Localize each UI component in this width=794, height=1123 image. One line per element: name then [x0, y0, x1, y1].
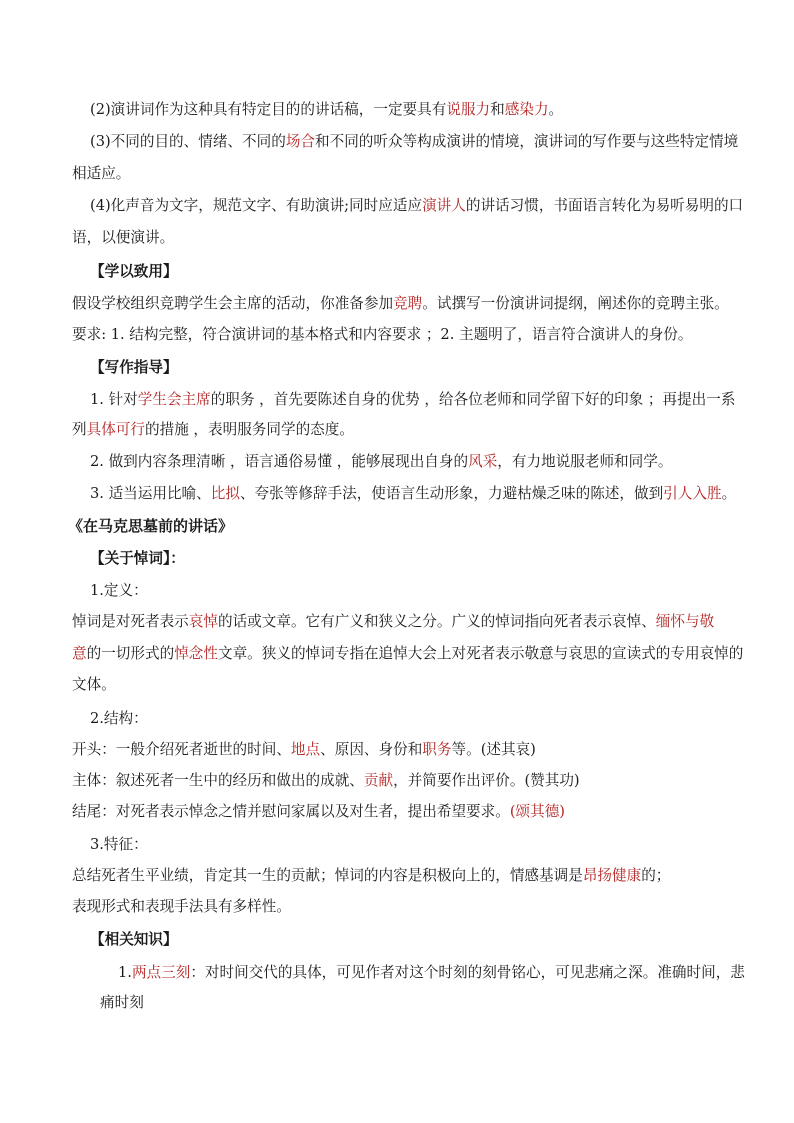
structure-label [90, 709, 148, 729]
highlight-text: 风采 [468, 453, 498, 470]
text: 列 [72, 421, 87, 438]
highlight-text: 意 [72, 645, 87, 662]
definition-text [72, 612, 714, 632]
text: 悼词是对死者表示 [72, 613, 189, 630]
paragraph-3-continued [72, 164, 130, 184]
text: 、原因、身份和 [320, 741, 423, 758]
text: 表现形式和表现手法具有多样性。 [72, 898, 291, 915]
text: 文章。狭义的悼词专指在追悼大会上对死者表示敬意与哀思的宣读式的专用哀悼的 [217, 645, 744, 662]
text: 的一切形式的 [86, 645, 175, 662]
requirement-text [72, 325, 692, 345]
paragraph-3-context [90, 132, 738, 152]
section-heading-writing-guide [90, 358, 178, 378]
text: 相适应。 [72, 165, 131, 182]
definition-text-end [72, 675, 116, 695]
text: 痛时刻 [100, 994, 144, 1011]
text: 2. 做到内容条理清晰 ，语言通俗易懂 ，能够展现出自身的 [90, 453, 469, 470]
heading-text: 【写作指导】 [90, 359, 178, 376]
text: 、夸张等修辞手法，使语言生动形象，力避枯燥乏味的陈述，做到 [239, 485, 664, 502]
text: 的话或文章。它有广义和狭义之分。广义的悼词指向死者表示哀悼、 [217, 613, 656, 630]
text: 文体。 [72, 676, 116, 693]
highlight-text: 悼念性 [174, 645, 218, 662]
text: ：对时间交代的具体，可见作者对这个时刻的刻骨铭心，可见悲痛之深。准确时间，悲 [190, 964, 745, 981]
paragraph-4-continued [72, 228, 174, 248]
structure-body [72, 771, 580, 791]
highlight-text: 职务 [422, 741, 452, 758]
guide-item-1 [90, 390, 735, 410]
text: (4)化声音为文字，规范文字、有助演讲;同时应适应 [90, 197, 423, 214]
heading-text: 【相关知识】 [90, 931, 178, 948]
definition-text-continued [72, 644, 743, 664]
text: 的职务 ，首先要陈述自身的优势 ，给各位老师和同学留下好的印象 ；再提出一系 [210, 391, 736, 408]
section-heading-apply [90, 262, 178, 282]
highlight-text: 比拟 [210, 485, 240, 502]
text: 1. [118, 964, 132, 981]
text: 1. 针对 [90, 391, 138, 408]
highlight-text: 两点三刻 [131, 964, 191, 981]
highlight-text: 贡献 [363, 772, 394, 789]
highlight-text: 地点 [290, 741, 321, 758]
article-title [68, 516, 233, 536]
text: 总结死者生平业绩，肯定其一生的贡献；悼词的内容是积极向上的，情感基调是 [72, 867, 583, 884]
text: 2.结构： [90, 710, 148, 727]
text: ，有力地说服老师和同学。 [497, 453, 673, 470]
text: 3. 适当运用比喻、 [90, 485, 211, 502]
text: 等。(述其哀) [451, 741, 536, 758]
text: 的措施 ，表明服务同学的态度。 [145, 421, 354, 438]
text: 和不同的听众等构成演讲的情境，演讲词的写作要与这些特定情境 [315, 133, 739, 150]
highlight-text: 竞聘 [393, 295, 423, 312]
section-heading-eulogy [90, 549, 185, 569]
guide-item-1-continued [72, 420, 354, 440]
text: 和 [490, 101, 505, 118]
text: 3.特征： [90, 836, 148, 853]
definition-label [90, 581, 148, 601]
knowledge-item-1 [118, 963, 745, 983]
highlight-text: 说服力 [446, 101, 491, 118]
highlight-text: 演讲人 [422, 197, 466, 214]
features-text-continued [72, 897, 291, 917]
heading-text: 【关于悼词】： [90, 550, 185, 567]
paragraph-2-persuasion [90, 100, 563, 120]
highlight-text: 昂扬健康 [582, 867, 642, 884]
heading-text: 【学以致用】 [90, 263, 178, 280]
text: 结尾：对死者表示悼念之情并慰问家属以及对生者，提出希望要求。 [72, 803, 510, 820]
structure-opening [72, 740, 536, 760]
text: 。 [548, 101, 564, 118]
structure-ending [72, 802, 565, 822]
text: 语，以便演讲。 [72, 229, 175, 246]
text: 1.定义： [90, 582, 148, 599]
title-text: 《在马克思墓前的讲话》 [68, 517, 234, 535]
highlight-text: 学生会主席 [137, 391, 211, 408]
text: (2)演讲词作为这种具有特定目的的讲话稿，一定要具有 [90, 101, 447, 118]
highlight-text: 感染力 [504, 101, 549, 118]
highlight-text: 缅怀与敬 [655, 613, 715, 630]
text: 的； [641, 867, 671, 884]
text: 的讲话习惯，书面语言转化为易听易明的口 [465, 197, 744, 214]
highlight-text: 引人入胜 [663, 485, 722, 502]
paragraph-4-voice-to-text [90, 196, 743, 216]
text: 假设学校组织竞聘学生会主席的活动，你准备参加 [72, 295, 394, 312]
text: 开头：一般介绍死者逝世的时间、 [72, 741, 291, 758]
knowledge-item-1-continued [100, 993, 144, 1013]
features-text [72, 866, 670, 886]
text: 。试撰写一份演讲词提纲，阐述你的竞聘主张。 [422, 295, 729, 312]
highlight-text: 具体可行 [86, 421, 145, 438]
text: (3)不同的目的、情绪、不同的 [90, 133, 286, 150]
highlight-text: 场合 [285, 133, 316, 150]
text: 。 [721, 485, 737, 502]
features-label [90, 835, 148, 855]
text: 要求: 1. 结构完整，符合演讲词的基本格式和内容要求 ；2. 主题明了，语言符合演讲人的身份。 [72, 326, 693, 343]
assignment-text [72, 294, 729, 314]
guide-item-2 [90, 452, 672, 472]
highlight-text: (颂其德) [509, 803, 565, 820]
text: ，并简要作出评价。(赞其功) [393, 772, 580, 789]
section-heading-related-knowledge [90, 930, 178, 950]
text: 主体：叙述死者一生中的经历和做出的成就、 [72, 772, 364, 789]
highlight-text: 哀悼 [188, 613, 218, 630]
guide-item-3 [90, 484, 736, 504]
